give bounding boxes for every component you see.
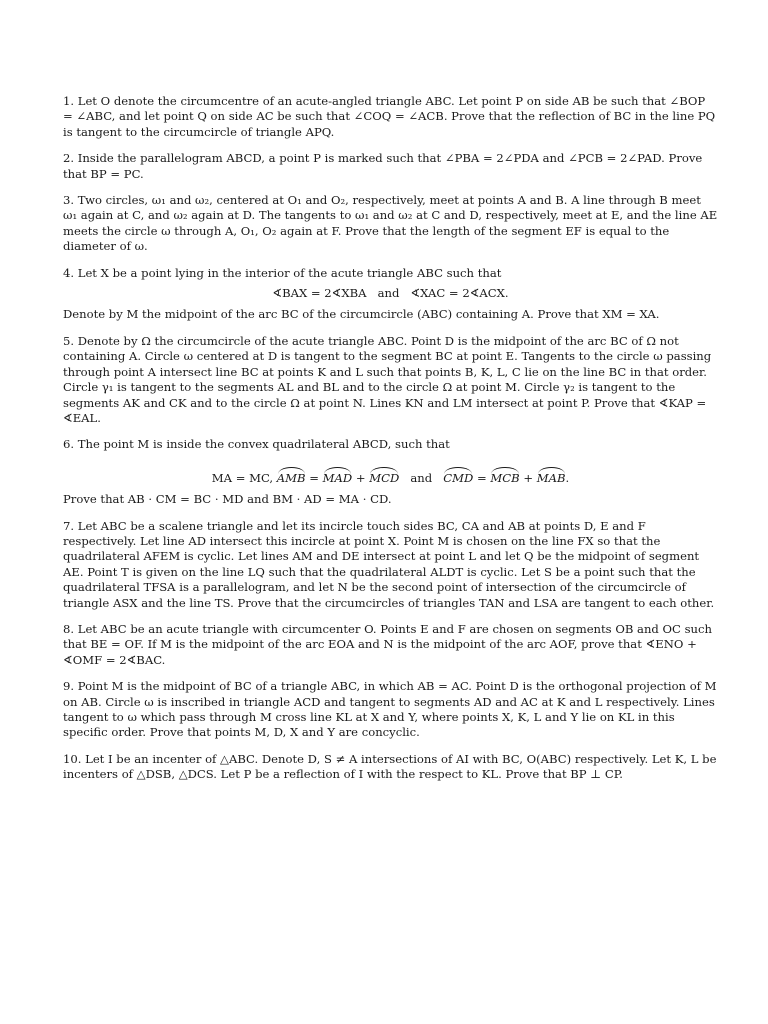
problem-8 bbox=[63, 622, 718, 668]
plus-sign-2: + bbox=[519, 470, 537, 485]
eq-sign-1: = bbox=[305, 470, 323, 485]
plus-sign-1: + bbox=[352, 470, 370, 485]
problem-4-display-equation: ∢BAX = 2∢XBA and ∢XAC = 2∢ACX. bbox=[272, 286, 509, 301]
eq-lead: MA = MC, bbox=[211, 470, 277, 485]
problem-9 bbox=[63, 679, 718, 741]
problem-9-text: 9. Point M is the midpoint of BC of a triangle ABC, in which AB = AC. Point D is the orthogonal projection of M on AB. Circle ω is inscribed in triangle ACD and tangent to segments AD and AC at K and L respectively. Lines tangent to ω which pass through M cross line KL at X and Y, where points X, K, L and Y lie on KL in this specific order. Prove that points M, D, X and Y are concyclic. bbox=[63, 679, 717, 740]
problem-1-text: 1. Let O denote the circumcentre of an acute-angled triangle ABC. Let point P on side AB be such that ∠BOP = ∠ABC, and let point Q on side AC be such that ∠COQ = ∠ACB. Prove that the reflection of BC in the line PQ is tangent to the circumcircle of triangle APQ. bbox=[63, 94, 716, 139]
problem-4 bbox=[63, 266, 718, 323]
arc-mad: MAD bbox=[322, 470, 353, 485]
problem-4-conclusion: Denote by M the midpoint of the arc BC of the circumcircle (ABC) containing A. Prove that XM = XA. bbox=[63, 307, 660, 322]
and-word: and bbox=[399, 470, 444, 485]
problem-5-text: 5. Denote by Ω the circumcircle of the acute triangle ABC. Point D is the midpoint of the arc BC of Ω not containing A. Circle ω centered at D is tangent to the segment BC at point E. Tangents to the circle ω passing through point A intersect line BC at points K and L such that points B, K, L, C lie on the line BC in that order. Circle γ₁ is tangent to the segments AL and BL and to the circle Ω at point M. Circle γ₂ is tangent to the segments AK and CK and to the circle Ω at point N. Lines KN and LM intersect at point P. Prove that ∢KAP = ∢EAL. bbox=[63, 333, 712, 425]
problem-1 bbox=[63, 94, 718, 140]
problem-5 bbox=[63, 334, 718, 426]
arc-mcd: MCD bbox=[369, 470, 400, 485]
problem-6-text: 6. The point M is inside the convex quadrilateral ABCD, such that bbox=[63, 437, 450, 452]
problem-3 bbox=[63, 193, 718, 255]
problem-7-text: 7. Let ABC be a scalene triangle and let its incircle touch sides BC, CA and AB at points D, E and F respectively. Let line AD intersect this incircle at point X. Point M is chosen on the line FX so that the quadrilateral AFEM is cyclic. Let lines AM and DE intersect at point L and let Q be the midpoint of segment AE. Point T is given on the line LQ such that the quadrilateral ALDT is cyclic. Let S be a point such that the quadrilateral TFSA is a parallelogram, and let N be the second point of intersection of the circumcircle of triangle ASX and the line TS. Prove that the circumcircles of triangles TAN and LSA are tangent to each other. bbox=[63, 518, 715, 610]
eq-end: . bbox=[565, 470, 570, 485]
problem-6-conclusion: Prove that AB · CM = BC · MD and BM · AD = MA · CD. bbox=[63, 492, 392, 507]
problem-2-text: 2. Inside the parallelogram ABCD, a point P is marked such that ∠PBA = 2∠PDA and ∠PCB = 2∠PAD. Prove that BP = PC. bbox=[63, 151, 703, 181]
problem-10-text: 10. Let I be an incenter of △ABC. Denote D, S ≠ A intersections of AI with BC, O(ABC) respectively. Let K, L be incenters of △DSB, △DCS. Let P be a reflection of I with the respect to KL. Prove that BP ⊥ CP. bbox=[63, 751, 717, 782]
problem-6 bbox=[63, 437, 718, 507]
problem-4-text: 4. Let X be a point lying in the interior of the acute triangle ABC such that bbox=[63, 265, 502, 280]
problem-3-text: 3. Two circles, ω₁ and ω₂, centered at O₁ and O₂, respectively, meet at points A and B. A line through B meet ω₁ again at C, and ω₂ again at D. The tangents to ω₁ and ω₂ at C and D, respectively, meet at E, and the line AE meets the circle ω through A, O₁, O₂ again at F. Prove that the length of the segment EF is equal to the diameter of ω. bbox=[63, 193, 718, 254]
problem-6-display-equation bbox=[63, 471, 718, 486]
arc-mcb: MCB bbox=[490, 470, 520, 485]
arc-cmd: CMD bbox=[443, 470, 474, 485]
arc-amb: AMB bbox=[276, 470, 306, 485]
problem-8-text: 8. Let ABC be an acute triangle with circumcenter O. Points E and F are chosen on segments OB and OC such that BE = OF. If M is the midpoint of the arc EOA and N is the midpoint of the arc AOF, prove that ∢ENO + ∢OMF = 2∢BAC. bbox=[63, 621, 712, 667]
arc-mab: MAB bbox=[536, 470, 566, 485]
problem-7 bbox=[63, 519, 718, 611]
problem-10 bbox=[63, 752, 718, 783]
eq-sign-2: = bbox=[473, 470, 491, 485]
problem-2 bbox=[63, 151, 718, 182]
